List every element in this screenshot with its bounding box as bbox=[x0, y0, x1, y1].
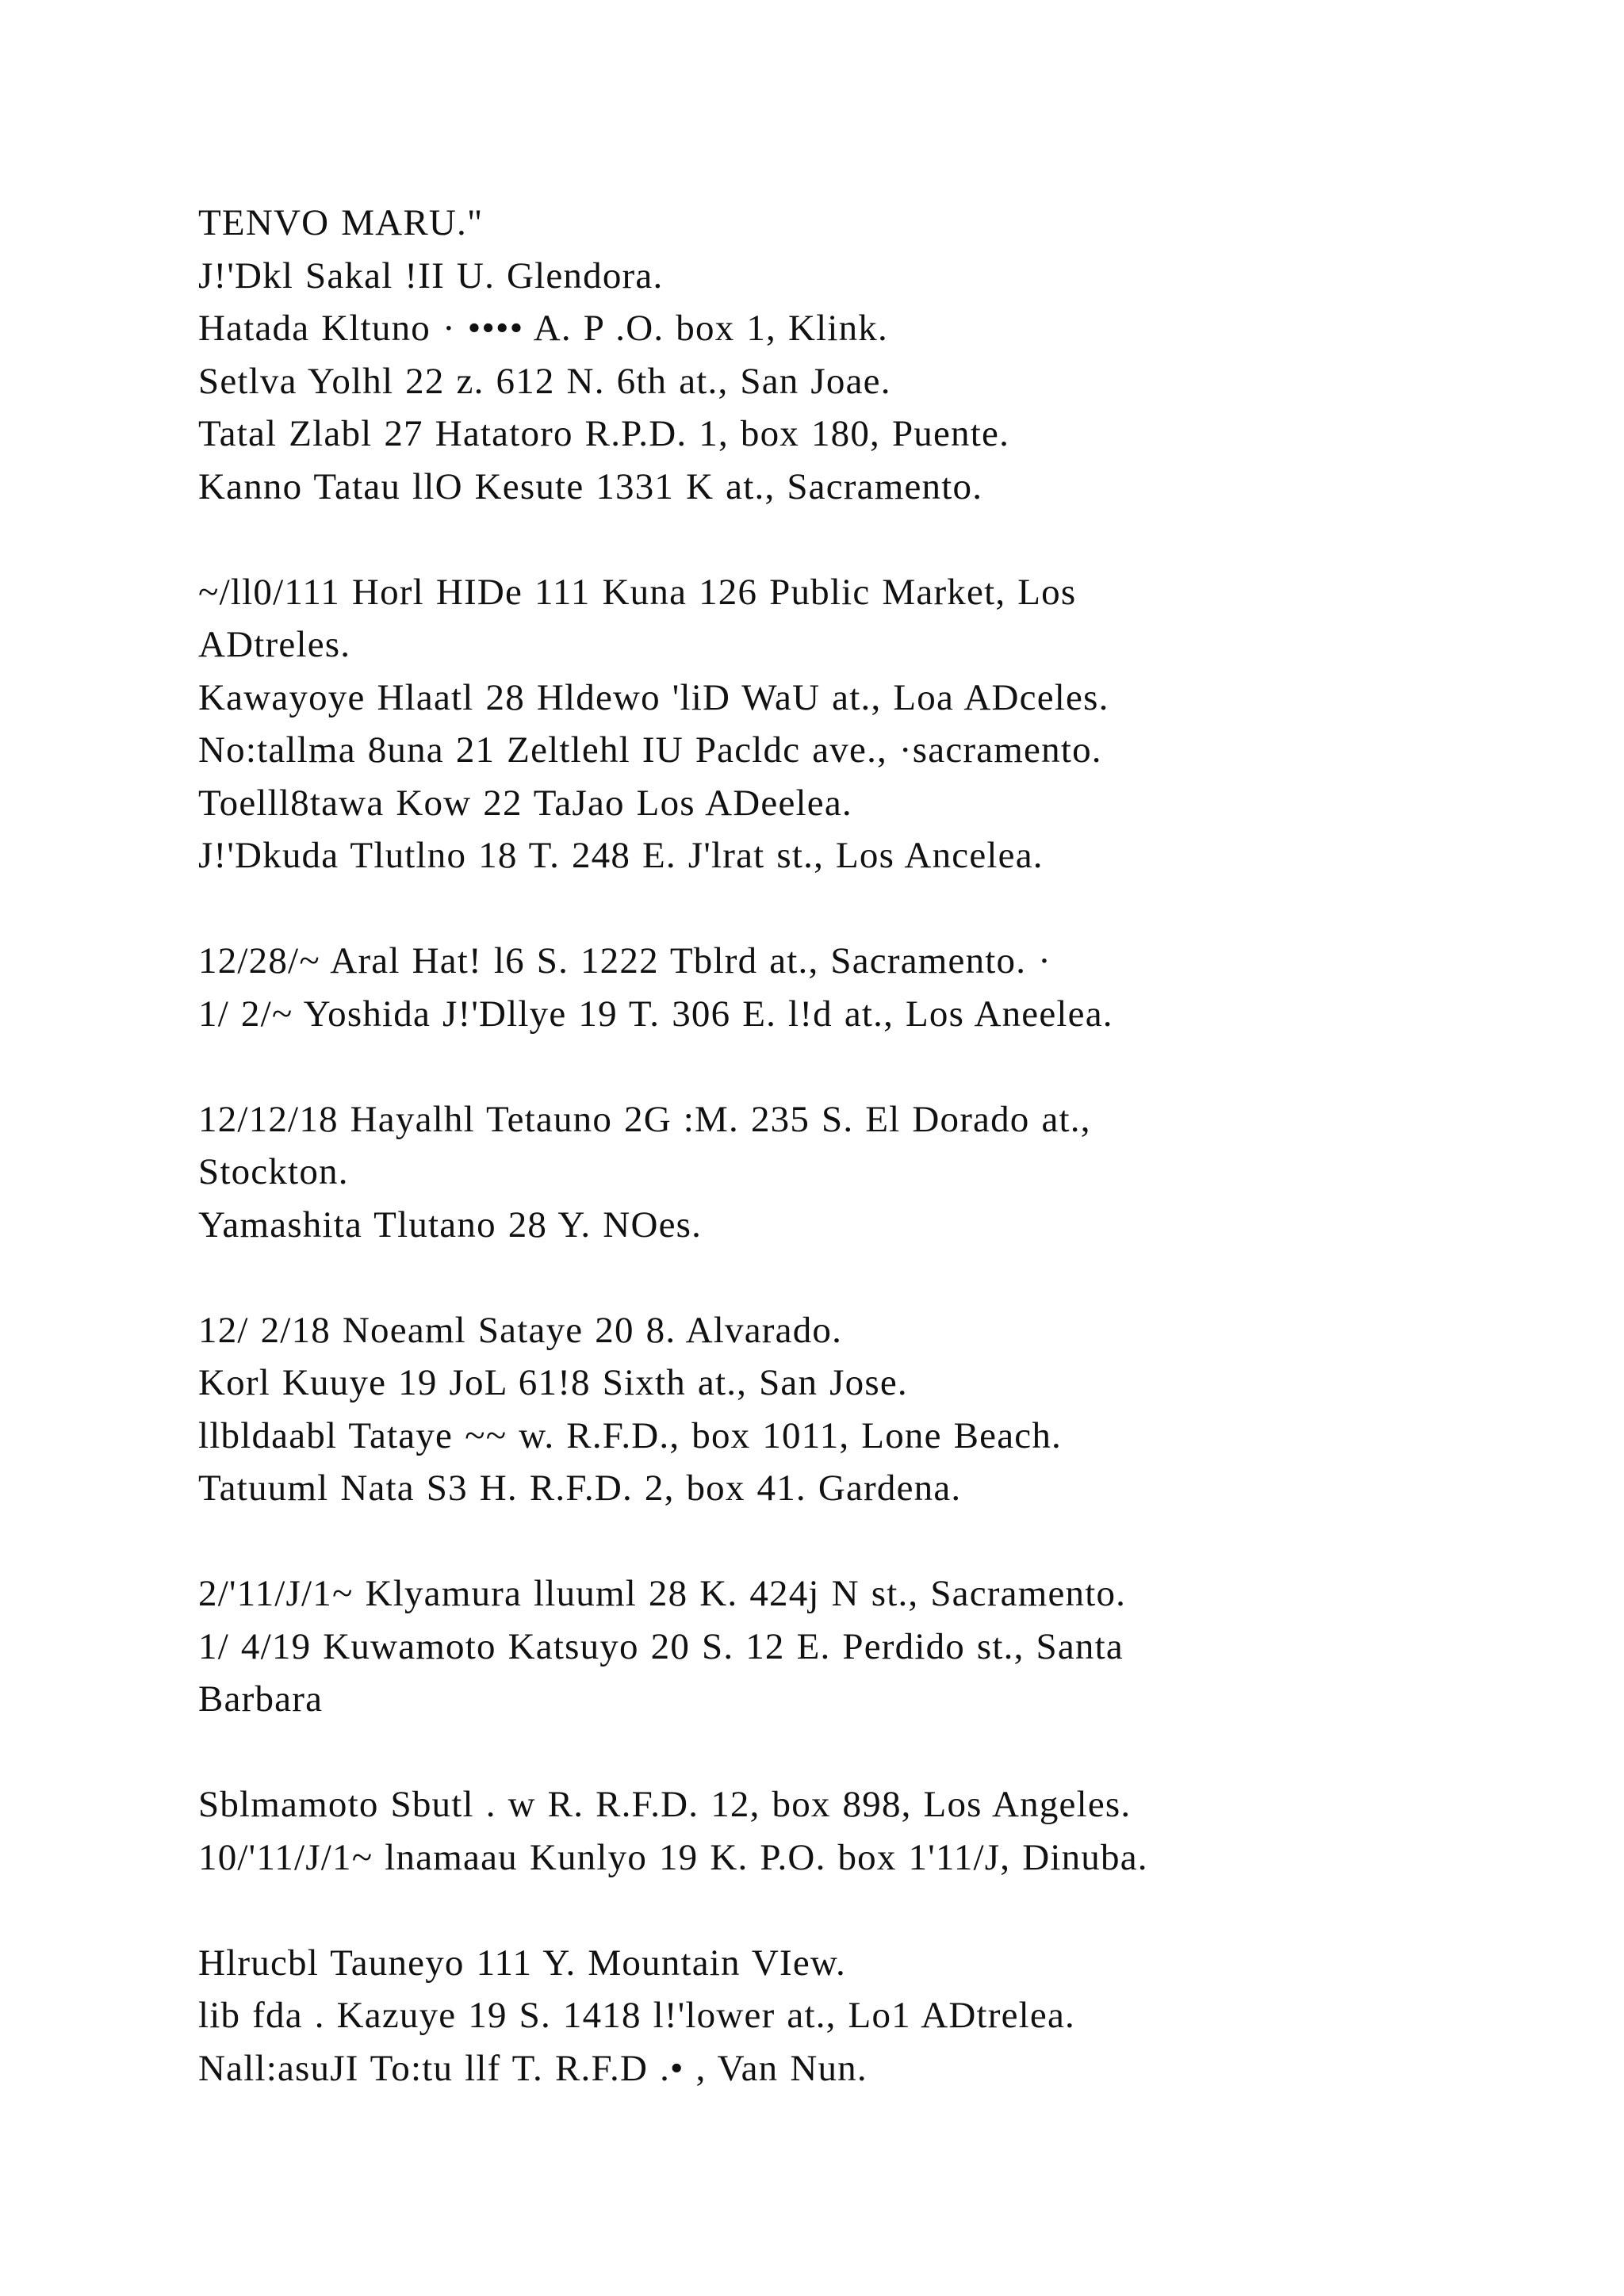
paragraph bbox=[198, 197, 1562, 513]
text-line: 12/ 2/18 Noeaml Sataye 20 8. Alvarado. bbox=[198, 1309, 843, 1351]
text-line: Nall:asuJI To:tu llf T. R.F.D .• , Van Nun. bbox=[198, 2047, 868, 2089]
text-line: Hlrucbl Tauneyo 111 Y. Mountain VIew. bbox=[198, 1942, 846, 1984]
text-line: ~/ll0/111 Horl HIDe 111 Kuna 126 Public Market, Los bbox=[198, 571, 1077, 613]
text-line: 12/28/~ Aral Hat! l6 S. 1222 Tblrd at., Sacramento. · bbox=[198, 940, 1052, 982]
text-line: 10/'11/J/1~ lnamaau Kunlyo 19 K. P.O. box 1'11/J, Dinuba. bbox=[198, 1836, 1148, 1878]
text-line: Tatuuml Nata S3 H. R.F.D. 2, box 41. Gardena. bbox=[198, 1468, 962, 1509]
text-line: Barbara bbox=[198, 1678, 324, 1720]
paragraph bbox=[198, 1567, 1562, 1726]
text-line: Korl Kuuye 19 JoL 61!8 Sixth at., San Jose. bbox=[198, 1362, 908, 1403]
text-line: Tatal Zlabl 27 Hatatoro R.P.D. 1, box 180, Puente. bbox=[198, 413, 1010, 454]
paragraph bbox=[198, 1093, 1562, 1252]
paragraph bbox=[198, 1937, 1562, 2095]
document-page bbox=[198, 197, 1562, 2148]
text-line: 2/'11/J/1~ Klyamura lluuml 28 K. 424j N st., Sacramento. bbox=[198, 1573, 1127, 1614]
text-line: Kawayoye Hlaatl 28 Hldewo 'liD WaU at., Loa ADceles. bbox=[198, 676, 1109, 718]
paragraph bbox=[198, 1304, 1562, 1515]
text-line: Yamashita Tlutano 28 Y. NOes. bbox=[198, 1203, 703, 1246]
text-line: Stockton. bbox=[198, 1151, 349, 1192]
text-line: 12/12/18 Hayalhl Tetauno 2G :M. 235 S. El Dorado at., bbox=[198, 1098, 1091, 1140]
text-line: 1/ 4/19 Kuwamoto Katsuyo 20 S. 12 E. Perdido st., Santa bbox=[198, 1625, 1124, 1667]
text-line: J!'Dkuda Tlutlno 18 T. 248 E. J'lrat st., Los Ancelea. bbox=[198, 835, 1044, 876]
text-line: Sblmamoto Sbutl . w R. R.F.D. 12, box 898, Los Angeles. bbox=[198, 1784, 1132, 1825]
text-line: ADtreles. bbox=[198, 624, 351, 665]
text-line: Toelll8tawa Kow 22 TaJao Los ADeelea. bbox=[198, 782, 852, 824]
text-line: lib fda . Kazuye 19 S. 1418 l!'lower at., Lo1 ADtrelea. bbox=[198, 1995, 1076, 2036]
text-line: Hatada Kltuno · •••• A. P .O. box 1, Klink. bbox=[198, 308, 888, 349]
paragraph bbox=[198, 566, 1562, 882]
text-line: No:tallma 8una 21 Zeltlehl IU Pacldc ave., ·sacramento. bbox=[198, 729, 1102, 771]
paragraph bbox=[198, 1778, 1562, 1884]
text-line: TENVO MARU." bbox=[198, 202, 484, 243]
text-line: 1/ 2/~ Yoshida J!'Dllye 19 T. 306 E. l!d at., Los Aneelea. bbox=[198, 993, 1113, 1035]
paragraph bbox=[198, 935, 1562, 1040]
text-line: J!'Dkl Sakal !II U. Glendora. bbox=[198, 254, 664, 297]
text-line: Setlva Yolhl 22 z. 612 N. 6th at., San Joae. bbox=[198, 360, 891, 402]
text-line: llbldaabl Tataye ~~ w. R.F.D., box 1011, Lone Beach. bbox=[198, 1414, 1062, 1456]
text-line: Kanno Tatau llO Kesute 1331 K at., Sacramento. bbox=[198, 465, 983, 507]
